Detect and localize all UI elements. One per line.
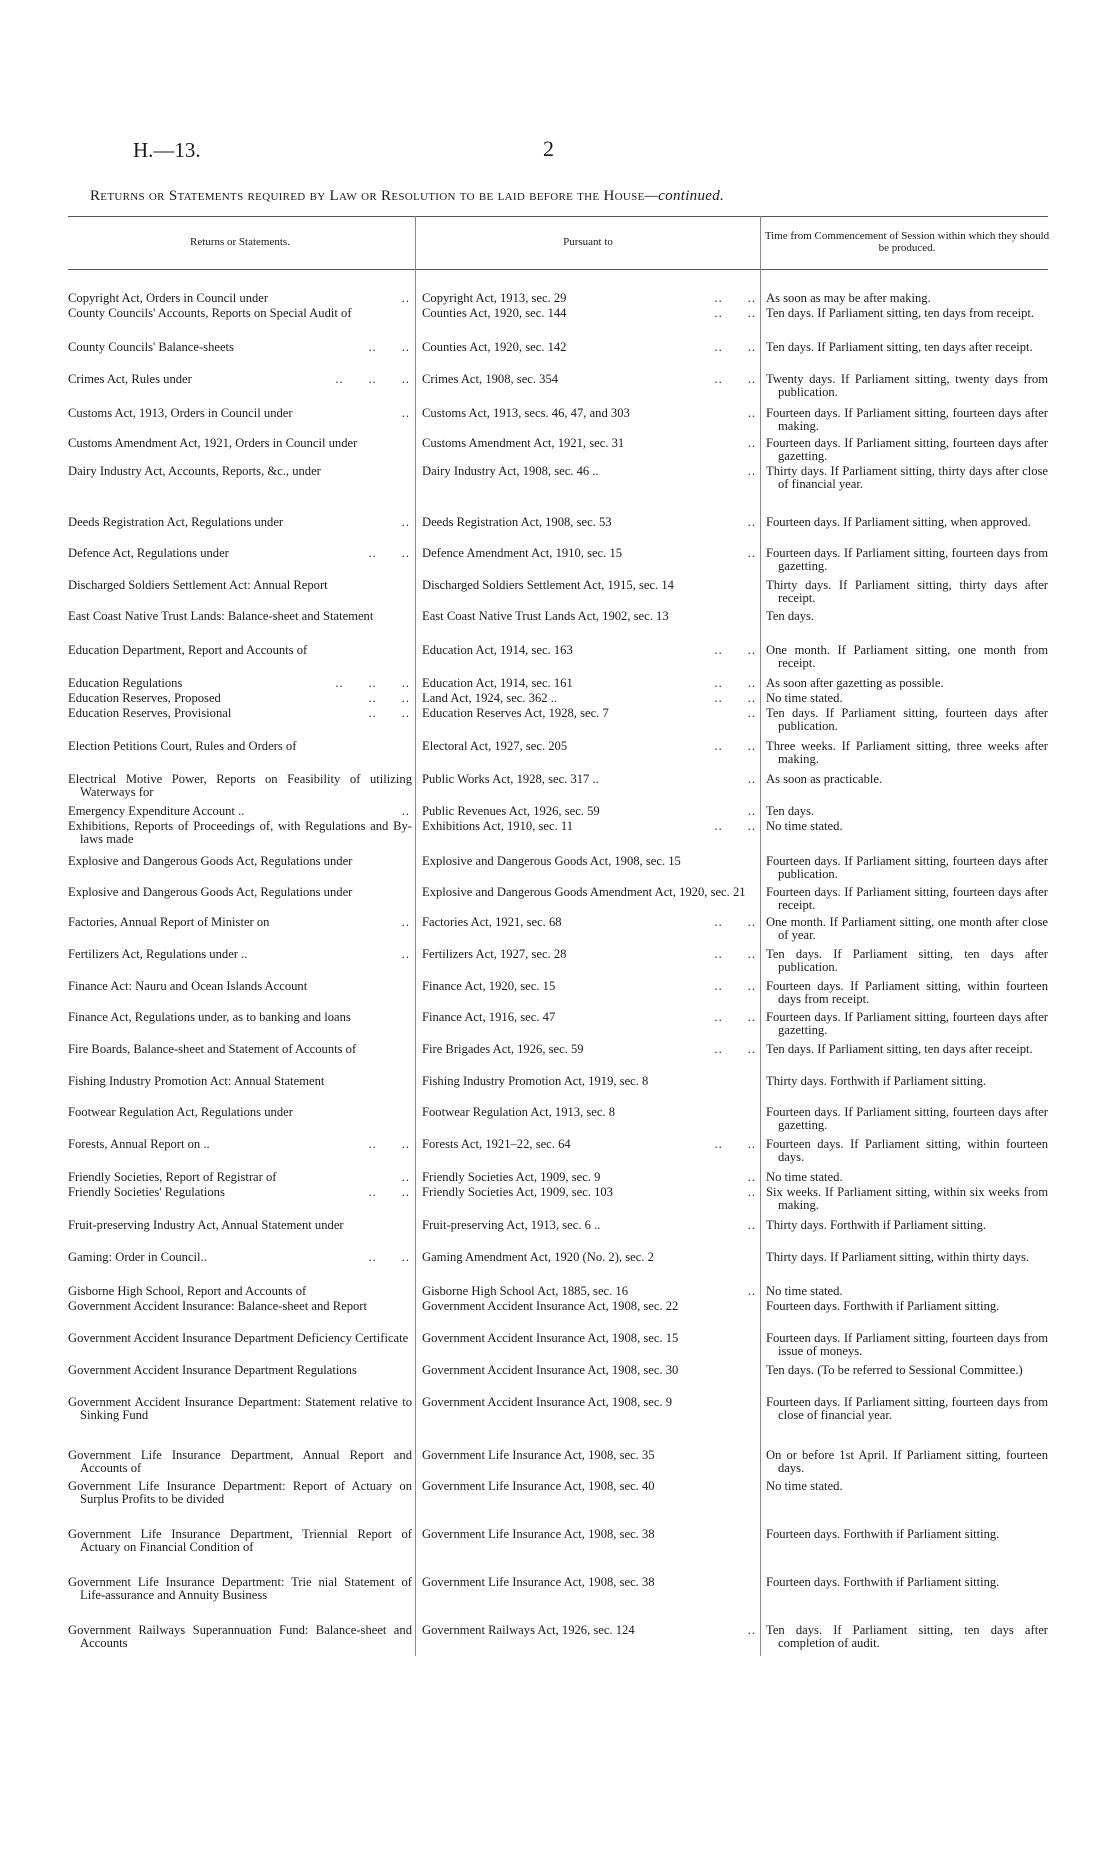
return-title: Fruit-preserving Industry Act, Annual Statement under xyxy=(68,1218,344,1232)
time-limit: Ten days. If Parliament sitting, ten days after completion of audit. xyxy=(766,1623,1048,1651)
return-title: Electrical Motive Power, Reports on Feasibility of utilizing Waterways for xyxy=(68,772,412,800)
time-limit: No time stated. xyxy=(766,691,843,705)
pursuant-to: Government Railways Act, 1926, sec. 124 xyxy=(422,1623,635,1637)
time-limit: Fourteen days. If Parliament sitting, fourteen days from gazetting. xyxy=(766,546,1048,574)
leader-dots: .. .. xyxy=(714,676,756,690)
page-identifier: H.—13. xyxy=(133,138,201,162)
return-title: Copyright Act, Orders in Council under xyxy=(68,291,269,305)
time-limit: Twenty days. If Parliament sitting, twenty days from publication. xyxy=(766,372,1048,400)
pursuant-to: Government Life Insurance Act, 1908, sec. 38 xyxy=(422,1527,655,1541)
return-title: Friendly Societies, Report of Registrar of xyxy=(68,1170,277,1184)
return-title: Friendly Societies' Regulations xyxy=(68,1185,225,1199)
pursuant-to: Education Act, 1914, sec. 163 xyxy=(422,643,573,657)
pursuant-to: Electoral Act, 1927, sec. 205 xyxy=(422,739,568,753)
pursuant-to: Government Life Insurance Act, 1908, sec. 40 xyxy=(422,1479,655,1493)
header-top-rule xyxy=(68,216,1048,217)
time-limit: One month. If Parliament sitting, one month from receipt. xyxy=(766,643,1048,671)
leader-dots: .. .. xyxy=(714,372,756,386)
pursuant-to: Finance Act, 1916, sec. 47 xyxy=(422,1010,556,1024)
time-limit: Fourteen days. If Parliament sitting, fourteen days from close of financial year. xyxy=(766,1395,1048,1423)
pursuant-to: East Coast Native Trust Lands Act, 1902, sec. 13 xyxy=(422,609,669,623)
time-limit: As soon after gazetting as possible. xyxy=(766,676,944,690)
time-limit: Three weeks. If Parliament sitting, three weeks after making. xyxy=(766,739,1048,767)
leader-dots: .. xyxy=(401,1170,410,1184)
time-limit: Fourteen days. Forthwith if Parliament sitting. xyxy=(766,1299,1000,1313)
pursuant-to: Counties Act, 1920, sec. 142 xyxy=(422,340,567,354)
pursuant-to: Government Accident Insurance Act, 1908, sec. 22 xyxy=(422,1299,679,1313)
time-limit: As soon as practicable. xyxy=(766,772,883,786)
pursuant-to: Defence Amendment Act, 1910, sec. 15 xyxy=(422,546,623,560)
time-limit: Ten days. If Parliament sitting, ten days after receipt. xyxy=(766,1042,1033,1056)
leader-dots: .. .. xyxy=(714,1042,756,1056)
leader-dots: .. xyxy=(401,804,410,818)
time-limit: No time stated. xyxy=(766,1479,843,1493)
leader-dots: .. .. xyxy=(368,1185,410,1199)
pursuant-to: Dairy Industry Act, 1908, sec. 46 .. xyxy=(422,464,599,478)
leader-dots: .. .. xyxy=(714,979,756,993)
return-title: Government Life Insurance Department: Trie nial Statement of Life-assurance and Annuity Business xyxy=(68,1575,412,1603)
pursuant-to: Exhibitions Act, 1910, sec. 11 xyxy=(422,819,573,833)
return-title: Government Accident Insurance Department Deficiency Certificate xyxy=(68,1331,409,1345)
return-title: Government Accident Insurance Department: Statement relative to Sinking Fund xyxy=(68,1395,412,1423)
return-title: Election Petitions Court, Rules and Orders of xyxy=(68,739,297,753)
return-title: Education Department, Report and Accounts of xyxy=(68,643,308,657)
pursuant-to: Deeds Registration Act, 1908, sec. 53 xyxy=(422,515,612,529)
time-limit: Thirty days. Forthwith if Parliament sitting. xyxy=(766,1074,987,1088)
time-limit: No time stated. xyxy=(766,1170,843,1184)
pursuant-to: Finance Act, 1920, sec. 15 xyxy=(422,979,556,993)
return-title: Finance Act: Nauru and Ocean Islands Account xyxy=(68,979,308,993)
leader-dots: .. .. xyxy=(714,1137,756,1151)
leader-dots: .. xyxy=(747,804,756,818)
time-limit: Fourteen days. If Parliament sitting, fourteen days after gazetting. xyxy=(766,1010,1048,1038)
pursuant-to: Customs Amendment Act, 1921, sec. 31 xyxy=(422,436,625,450)
pursuant-to: Public Works Act, 1928, sec. 317 .. xyxy=(422,772,599,786)
pursuant-to: Government Accident Insurance Act, 1908, sec. 30 xyxy=(422,1363,679,1377)
pursuant-to: Forests Act, 1921–22, sec. 64 xyxy=(422,1137,571,1151)
header-bottom-rule xyxy=(68,269,1048,270)
column-header-pursuant: Pursuant to xyxy=(563,236,613,248)
return-title: Forests, Annual Report on .. xyxy=(68,1137,210,1151)
pursuant-to: Fishing Industry Promotion Act, 1919, sec. 8 xyxy=(422,1074,649,1088)
column-header-returns: Returns or Statements. xyxy=(190,236,290,248)
return-title: Government Accident Insurance Department Regulations xyxy=(68,1363,357,1377)
return-title: Footwear Regulation Act, Regulations under xyxy=(68,1105,293,1119)
leader-dots: .. xyxy=(401,291,410,305)
leader-dots: .. .. xyxy=(714,915,756,929)
return-title: Fire Boards, Balance-sheet and Statement of Accounts of xyxy=(68,1042,357,1056)
return-title: Government Life Insurance Department, Annual Report and Accounts of xyxy=(68,1448,412,1476)
pursuant-to: Government Life Insurance Act, 1908, sec. 35 xyxy=(422,1448,655,1462)
pursuant-to: Copyright Act, 1913, sec. 29 xyxy=(422,291,567,305)
leader-dots: .. xyxy=(747,1185,756,1199)
leader-dots: .. xyxy=(747,1284,756,1298)
return-title: Deeds Registration Act, Regulations under xyxy=(68,515,284,529)
pursuant-to: Discharged Soldiers Settlement Act, 1915, sec. 14 xyxy=(422,578,674,592)
pursuant-to: Fruit-preserving Act, 1913, sec. 6 .. xyxy=(422,1218,601,1232)
leader-dots: .. .. xyxy=(368,706,410,720)
return-title: Government Railways Superannuation Fund: Balance-sheet and Accounts xyxy=(68,1623,412,1651)
time-limit: Ten days. If Parliament sitting, ten days after receipt. xyxy=(766,340,1033,354)
return-title: East Coast Native Trust Lands: Balance-sheet and Statement xyxy=(68,609,374,623)
leader-dots: .. .. xyxy=(368,546,410,560)
time-limit: Six weeks. If Parliament sitting, within six weeks from making. xyxy=(766,1185,1048,1213)
return-title: Government Accident Insurance: Balance-sheet and Report xyxy=(68,1299,367,1313)
return-title: Education Regulations xyxy=(68,676,183,690)
leader-dots: .. .. xyxy=(368,340,410,354)
time-limit: Thirty days. If Parliament sitting, within thirty days. xyxy=(766,1250,1030,1264)
pursuant-to: Education Reserves Act, 1928, sec. 7 xyxy=(422,706,609,720)
leader-dots: .. xyxy=(747,1218,756,1232)
return-title: Customs Amendment Act, 1921, Orders in Council under xyxy=(68,436,358,450)
leader-dots: .. .. .. xyxy=(335,676,410,690)
time-limit: Fourteen days. If Parliament sitting, when approved. xyxy=(766,515,1031,529)
return-title: Factories, Annual Report of Minister on xyxy=(68,915,270,929)
time-limit: Ten days. If Parliament sitting, ten days after publication. xyxy=(766,947,1048,975)
pursuant-to: Fertilizers Act, 1927, sec. 28 xyxy=(422,947,567,961)
return-title: Discharged Soldiers Settlement Act: Annual Report xyxy=(68,578,328,592)
time-limit: As soon as may be after making. xyxy=(766,291,931,305)
leader-dots: .. xyxy=(747,546,756,560)
time-limit: Thirty days. If Parliament sitting, thirty days after receipt. xyxy=(766,578,1048,606)
time-limit: Fourteen days. If Parliament sitting, fourteen days after gazetting. xyxy=(766,436,1048,464)
pursuant-to: Factories Act, 1921, sec. 68 xyxy=(422,915,562,929)
time-limit: Fourteen days. If Parliament sitting, fourteen days after making. xyxy=(766,406,1048,434)
return-title: Government Life Insurance Department, Triennial Report of Actuary on Financial Condition of xyxy=(68,1527,412,1555)
pursuant-to: Gisborne High School Act, 1885, sec. 16 xyxy=(422,1284,629,1298)
leader-dots: .. .. xyxy=(714,947,756,961)
title-main: Returns or Statements required by Law or Resolution to be laid before the House xyxy=(90,188,645,204)
leader-dots: .. xyxy=(401,515,410,529)
pursuant-to: Fire Brigades Act, 1926, sec. 59 xyxy=(422,1042,584,1056)
return-title: Fertilizers Act, Regulations under .. xyxy=(68,947,248,961)
leader-dots: .. xyxy=(747,515,756,529)
leader-dots: .. xyxy=(747,706,756,720)
pursuant-to: Public Revenues Act, 1926, sec. 59 xyxy=(422,804,600,818)
pursuant-to: Explosive and Dangerous Goods Act, 1908, sec. 15 xyxy=(422,854,681,868)
time-limit: Fourteen days. Forthwith if Parliament sitting. xyxy=(766,1527,1000,1541)
column-header-time: Time from Commencement of Session within which they should be produced. xyxy=(764,230,1050,254)
pursuant-to: Land Act, 1924, sec. 362 .. xyxy=(422,691,558,705)
leader-dots: .. xyxy=(747,1623,756,1637)
return-title: Emergency Expenditure Account .. xyxy=(68,804,245,818)
leader-dots: .. xyxy=(401,915,410,929)
return-title: County Councils' Accounts, Reports on Special Audit of xyxy=(68,306,352,320)
time-limit: Fourteen days. If Parliament sitting, fourteen days after gazetting. xyxy=(766,1105,1048,1133)
return-title: Finance Act, Regulations under, as to banking and loans xyxy=(68,1010,351,1024)
pursuant-to: Footwear Regulation Act, 1913, sec. 8 xyxy=(422,1105,616,1119)
leader-dots: .. .. xyxy=(714,643,756,657)
return-title: Education Reserves, Provisional xyxy=(68,706,232,720)
pursuant-to: Customs Act, 1913, secs. 46, 47, and 303 xyxy=(422,406,630,420)
leader-dots: .. xyxy=(747,1170,756,1184)
time-limit: Fourteen days. If Parliament sitting, within fourteen days from receipt. xyxy=(766,979,1048,1007)
leader-dots: .. .. xyxy=(368,691,410,705)
time-limit: Thirty days. If Parliament sitting, thirty days after close of financial year. xyxy=(766,464,1048,492)
leader-dots: .. xyxy=(401,406,410,420)
pursuant-to: Government Accident Insurance Act, 1908, sec. 9 xyxy=(422,1395,673,1409)
return-title: Defence Act, Regulations under xyxy=(68,546,229,560)
leader-dots: .. .. xyxy=(714,340,756,354)
return-title: Customs Act, 1913, Orders in Council under xyxy=(68,406,293,420)
time-limit: Fourteen days. Forthwith if Parliament sitting. xyxy=(766,1575,1000,1589)
return-title: Exhibitions, Reports of Proceedings of, with Regulations and By-laws made xyxy=(68,819,412,847)
leader-dots: .. .. xyxy=(714,819,756,833)
time-limit: Fourteen days. If Parliament sitting, fourteen days after publication. xyxy=(766,854,1048,882)
column-divider xyxy=(415,216,416,1656)
time-limit: One month. If Parliament sitting, one month after close of year. xyxy=(766,915,1048,943)
return-title: Gaming: Order in Council.. xyxy=(68,1250,207,1264)
leader-dots: .. xyxy=(401,947,410,961)
pursuant-to: Government Accident Insurance Act, 1908, sec. 15 xyxy=(422,1331,679,1345)
return-title: Explosive and Dangerous Goods Act, Regulations under xyxy=(68,854,353,868)
time-limit: Fourteen days. If Parliament sitting, fourteen days from issue of moneys. xyxy=(766,1331,1048,1359)
time-limit: Ten days. (To be referred to Sessional Committee.) xyxy=(766,1363,1023,1377)
time-limit: Fourteen days. If Parliament sitting, within fourteen days. xyxy=(766,1137,1048,1165)
time-limit: Thirty days. Forthwith if Parliament sitting. xyxy=(766,1218,987,1232)
leader-dots: .. xyxy=(747,464,756,478)
column-divider xyxy=(760,216,761,1656)
return-title: Explosive and Dangerous Goods Act, Regulations under xyxy=(68,885,353,899)
return-title: County Councils' Balance-sheets xyxy=(68,340,234,354)
return-title: Education Reserves, Proposed xyxy=(68,691,221,705)
leader-dots: .. .. xyxy=(368,1137,410,1151)
return-title: Government Life Insurance Department: Report of Actuary on Surplus Profits to be divided xyxy=(68,1479,412,1507)
leader-dots: .. .. xyxy=(714,291,756,305)
pursuant-to: Gaming Amendment Act, 1920 (No. 2), sec. 2 xyxy=(422,1250,654,1264)
leader-dots: .. xyxy=(747,436,756,450)
leader-dots: .. .. xyxy=(714,739,756,753)
time-limit: Ten days. xyxy=(766,609,815,623)
return-title: Fishing Industry Promotion Act: Annual Statement xyxy=(68,1074,325,1088)
time-limit: Ten days. If Parliament sitting, ten days from receipt. xyxy=(766,306,1035,320)
page-title xyxy=(90,188,1050,205)
time-limit: No time stated. xyxy=(766,1284,843,1298)
pursuant-to: Crimes Act, 1908, sec. 354 xyxy=(422,372,559,386)
pursuant-to: Education Act, 1914, sec. 161 xyxy=(422,676,573,690)
leader-dots: .. .. xyxy=(714,691,756,705)
pursuant-to: Friendly Societies Act, 1909, sec. 103 xyxy=(422,1185,613,1199)
time-limit: Fourteen days. If Parliament sitting, fourteen days after receipt. xyxy=(766,885,1048,913)
pursuant-to: Counties Act, 1920, sec. 144 xyxy=(422,306,567,320)
page-number: 2 xyxy=(543,136,554,161)
return-title: Crimes Act, Rules under xyxy=(68,372,192,386)
leader-dots: .. .. .. xyxy=(335,372,410,386)
leader-dots: .. xyxy=(747,772,756,786)
leader-dots: .. .. xyxy=(714,1010,756,1024)
return-title: Gisborne High School, Report and Accounts of xyxy=(68,1284,307,1298)
leader-dots: .. .. xyxy=(368,1250,410,1264)
pursuant-to: Explosive and Dangerous Goods Amendment Act, 1920, sec. 21 xyxy=(422,885,746,899)
title-suffix: —continued. xyxy=(644,188,725,204)
pursuant-to: Government Life Insurance Act, 1908, sec. 38 xyxy=(422,1575,655,1589)
pursuant-to: Friendly Societies Act, 1909, sec. 9 xyxy=(422,1170,601,1184)
return-title: Dairy Industry Act, Accounts, Reports, &c., under xyxy=(68,464,321,478)
time-limit: Ten days. xyxy=(766,804,815,818)
leader-dots: .. xyxy=(747,406,756,420)
time-limit: On or before 1st April. If Parliament sitting, fourteen days. xyxy=(766,1448,1048,1476)
time-limit: No time stated. xyxy=(766,819,843,833)
leader-dots: .. .. xyxy=(714,306,756,320)
time-limit: Ten days. If Parliament sitting, fourteen days after publication. xyxy=(766,706,1048,734)
